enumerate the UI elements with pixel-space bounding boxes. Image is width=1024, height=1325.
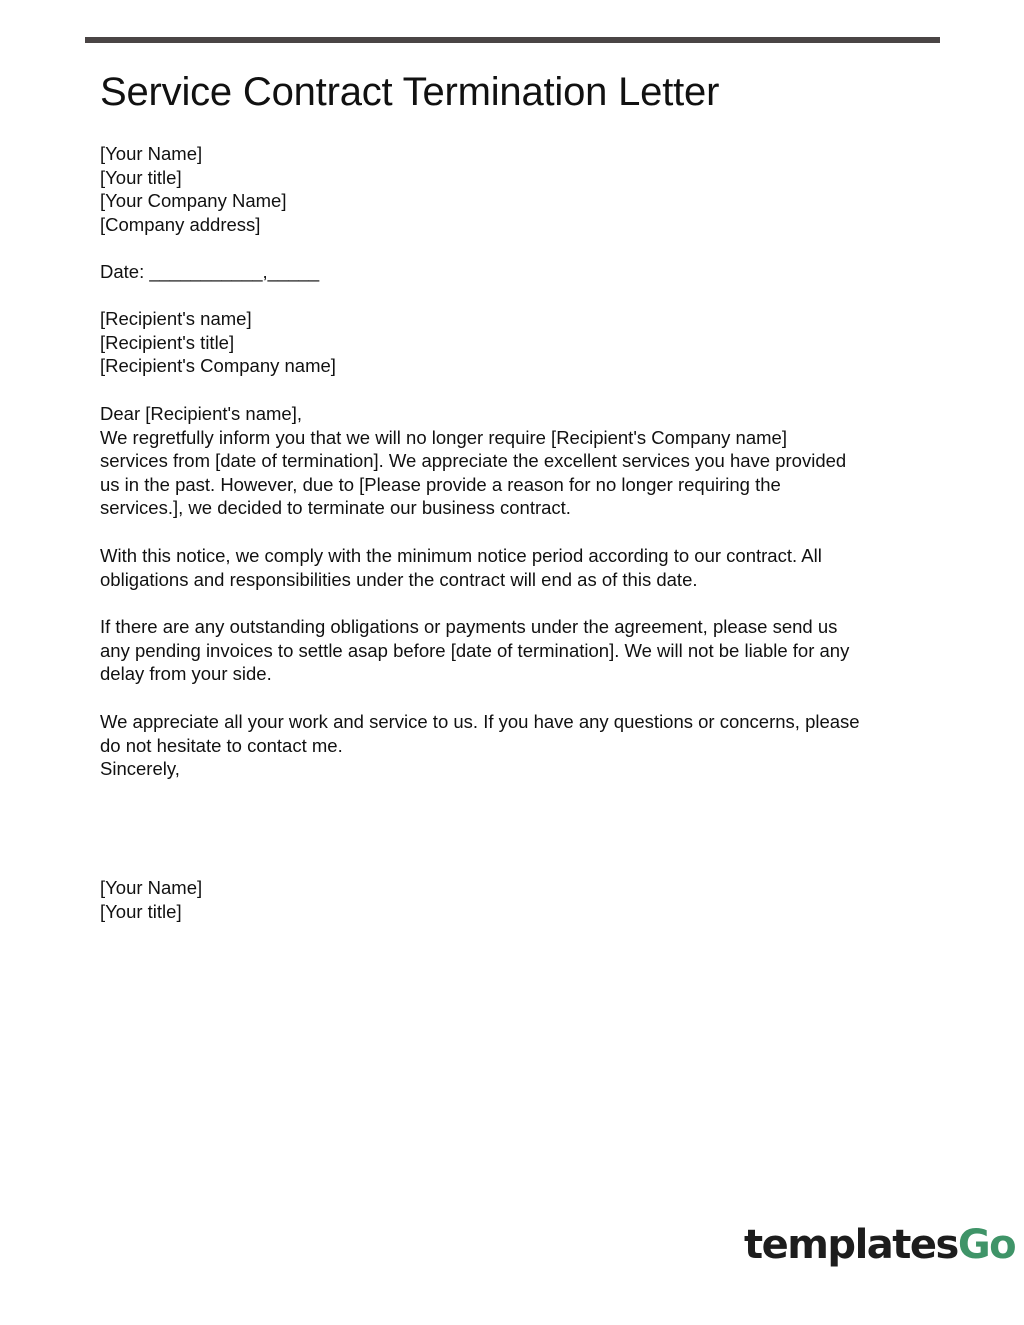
signature-block <box>100 876 940 923</box>
paragraph-1-line: We regretfully inform you that we will no longer require [Recipient's Company name] <box>100 426 787 448</box>
recipient-company: [Recipient's Company name] <box>100 355 336 376</box>
paragraph-1-line: us in the past. However, due to [Please provide a reason for no longer requiring the <box>100 473 781 495</box>
salutation-and-paragraph-1 <box>100 402 940 520</box>
date-line: Date: ___________,_____ <box>100 261 320 282</box>
signature-title: [Your title] <box>100 900 182 922</box>
paragraph-1-line: services from [date of termination]. We appreciate the excellent services you have provided <box>100 450 847 471</box>
paragraph-2-line: With this notice, we comply with the minimum notice period according to our contract. All <box>100 545 822 566</box>
paragraph-4-line: do not hesitate to contact me. <box>100 734 343 756</box>
sender-block <box>100 142 940 236</box>
paragraph-3 <box>100 615 940 686</box>
sender-company: [Your Company Name] <box>100 190 287 211</box>
paragraph-3-line: any pending invoices to settle asap before [date of termination]. We will not be liable for any <box>100 639 850 661</box>
paragraph-4-and-closing <box>100 710 940 781</box>
paragraph-2-line: obligations and responsibilities under the contract will end as of this date. <box>100 568 698 590</box>
logo-text-go: Go <box>957 1222 1016 1268</box>
signature-name: [Your Name] <box>100 877 203 898</box>
top-divider-rule <box>85 37 940 43</box>
sender-title: [Your title] <box>100 166 182 188</box>
templatesgo-logo <box>744 1220 1015 1270</box>
recipient-name: [Recipient's name] <box>100 308 252 329</box>
logo-text-templates: templates <box>744 1222 958 1268</box>
paragraph-2 <box>100 544 940 591</box>
paragraph-3-line: If there are any outstanding obligations or payments under the agreement, please send us <box>100 616 838 637</box>
paragraph-3-line: delay from your side. <box>100 663 272 684</box>
date-block <box>100 260 940 284</box>
page-title: Service Contract Termination Letter <box>100 70 720 114</box>
sender-name: [Your Name] <box>100 143 203 164</box>
sender-address: [Company address] <box>100 213 261 235</box>
recipient-title: [Recipient's title] <box>100 331 235 353</box>
paragraph-4-line: We appreciate all your work and service to us. If you have any questions or concerns, please <box>100 711 860 732</box>
salutation: Dear [Recipient's name], <box>100 403 302 424</box>
closing: Sincerely, <box>100 758 180 779</box>
recipient-block <box>100 307 940 378</box>
paragraph-1-line: services.], we decided to terminate our business contract. <box>100 497 571 518</box>
